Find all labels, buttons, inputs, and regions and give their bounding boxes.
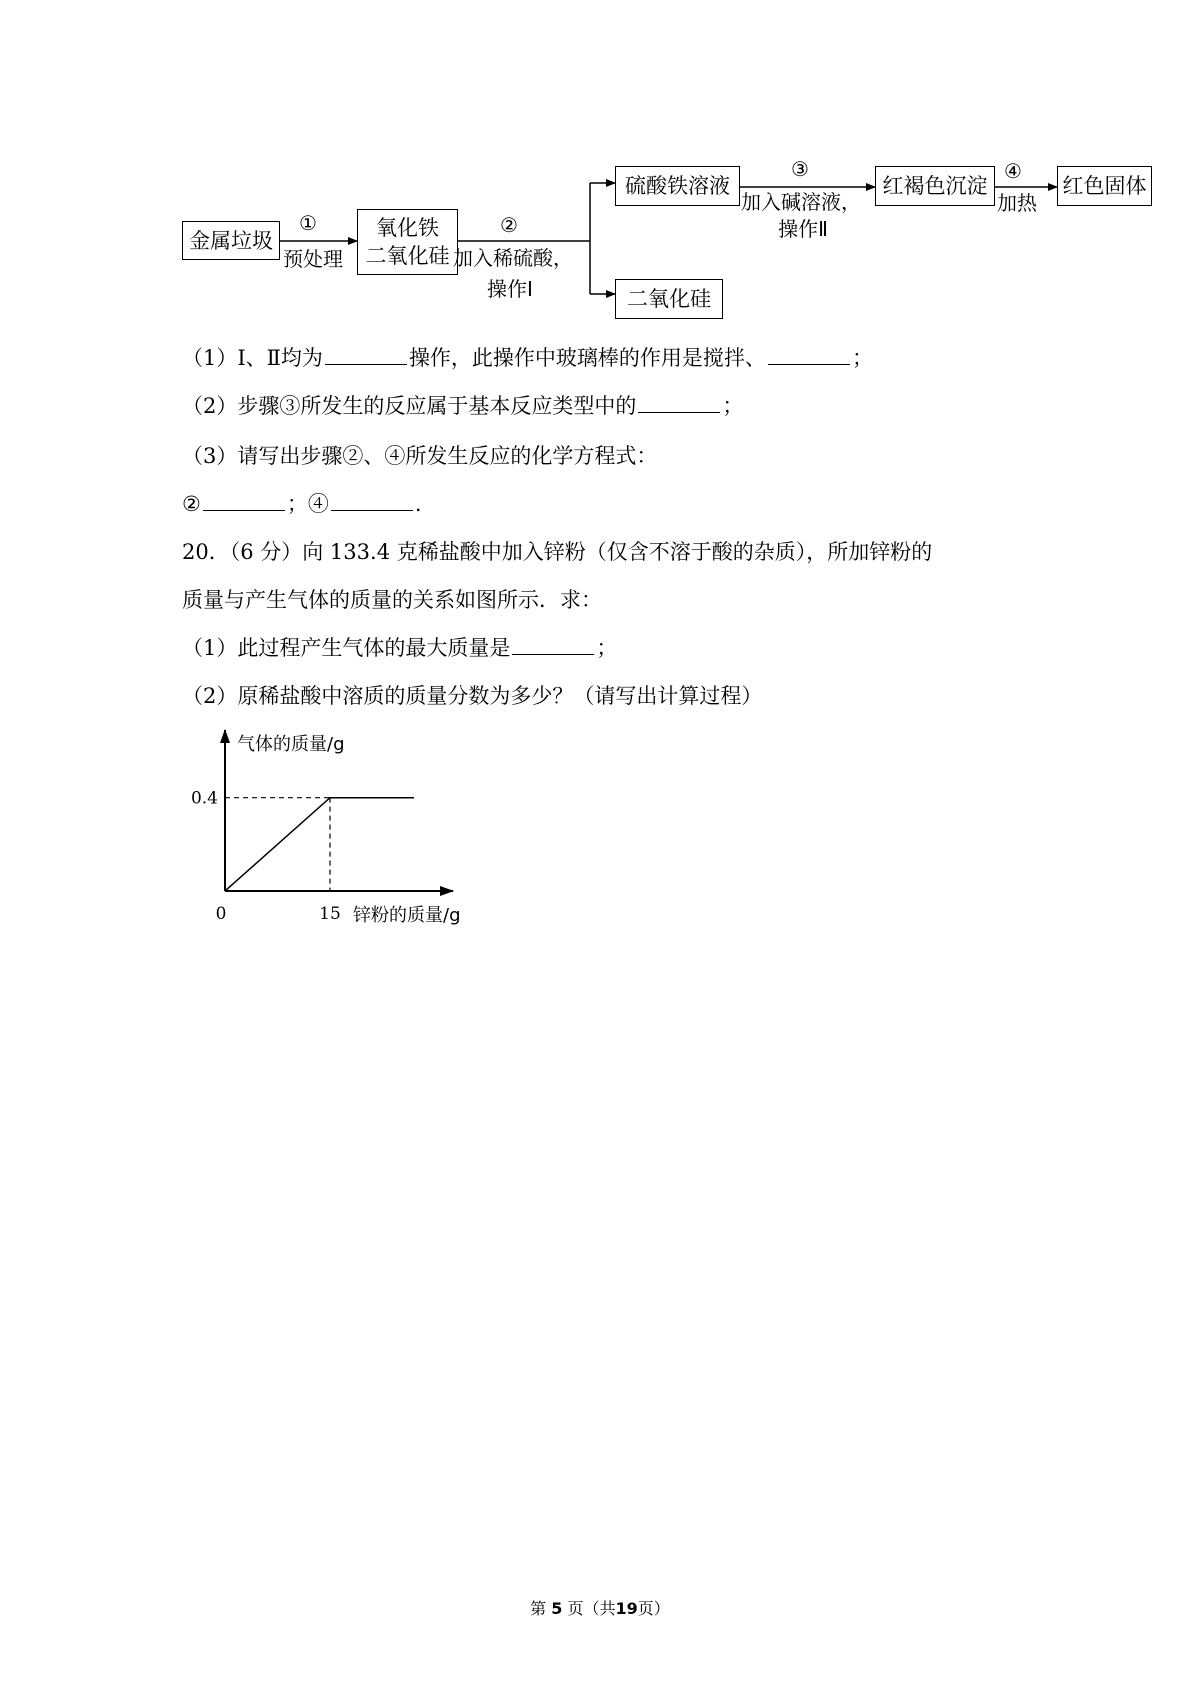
q20-part-1-prefix: （1）此过程产生气体的最大质量是 xyxy=(182,636,511,660)
answer-blank[interactable] xyxy=(331,490,413,511)
q19-part-2-suffix: ； xyxy=(722,394,744,418)
footer-page-number: 5 xyxy=(551,1599,563,1618)
step-2-label-line2: 操作Ⅰ xyxy=(487,277,533,301)
answer-blank[interactable] xyxy=(638,392,720,413)
q19-part-2-prefix: （2）步骤③所发生的反应属于基本反应类型中的 xyxy=(182,394,637,418)
q20-part-1 xyxy=(182,633,617,663)
box-silica-label: 二氧化硅 xyxy=(365,244,450,268)
step-1-label: 预处理 xyxy=(283,247,343,271)
gas-mass-series-line xyxy=(225,798,414,891)
footer-total-pages: 19 xyxy=(615,1599,638,1618)
y-axis-label: 气体的质量/g xyxy=(237,734,345,755)
footer-prefix: 第 xyxy=(530,1599,547,1618)
q20-stem-text-2: 质量与产生气体的质量的关系如图所示．求： xyxy=(182,588,602,612)
box-red-solid-label: 红色固体 xyxy=(1062,174,1147,198)
q19-answer-2-mark: ② xyxy=(182,492,201,516)
box-iron-oxide-label: 氧化铁 xyxy=(376,216,439,240)
q20-stem-line-1 xyxy=(182,537,932,567)
box-red-brown-precipitate xyxy=(875,166,995,206)
box-red-solid xyxy=(1057,166,1152,206)
box-iron-oxide-silica xyxy=(357,209,458,275)
q19-part-1 xyxy=(182,343,873,373)
step-4-label: 加热 xyxy=(997,191,1037,215)
footer-middle: 页（共 xyxy=(567,1599,616,1618)
footer-suffix: 页） xyxy=(637,1599,670,1618)
box-silica-output-label: 二氧化硅 xyxy=(627,287,711,311)
q19-part-3-answers xyxy=(182,489,422,519)
q20-part-2-text: （2）原稀盐酸中溶质的质量分数为多少？（请写出计算过程） xyxy=(182,684,763,708)
step-3-label-line1: 加入碱溶液， xyxy=(741,190,861,214)
step-3-mark: ③ xyxy=(791,157,809,181)
q20-part-1-suffix: ； xyxy=(596,636,618,660)
box-red-brown-precipitate-label: 红褐色沉淀 xyxy=(882,174,988,198)
q19-part-3-text: （3）请写出步骤②、④所发生反应的化学方程式： xyxy=(182,444,658,468)
q19-part-1-middle: 操作，此操作中玻璃棒的作用是搅拌、 xyxy=(408,346,766,370)
box-iron-sulfate-label: 硫酸铁溶液 xyxy=(625,174,730,198)
answer-blank[interactable] xyxy=(768,344,850,365)
box-metal-waste xyxy=(182,221,280,260)
q20-stem-text-1: 20．（6 分）向 133.4 克稀盐酸中加入锌粉（仅含不溶于酸的杂质），所加锌粉的 xyxy=(182,540,933,564)
box-iron-sulfate xyxy=(615,166,740,206)
answer-blank[interactable] xyxy=(325,344,407,365)
answer-blank[interactable] xyxy=(203,490,285,511)
q19-part-1-suffix: ； xyxy=(851,346,873,370)
x-axis-label: 锌粉的质量/g xyxy=(353,905,461,925)
gas-mass-chart xyxy=(185,720,485,925)
step-1-mark: ① xyxy=(299,211,317,235)
x-tick-label: 15 xyxy=(319,904,341,924)
q20-part-2 xyxy=(182,681,762,711)
step-2-label-line1: 加入稀硫酸， xyxy=(453,246,573,270)
box-metal-waste-label: 金属垃圾 xyxy=(189,228,273,253)
q19-answer-4-mark: ；④ xyxy=(286,492,329,516)
origin-label: 0 xyxy=(215,904,227,924)
step-2-mark: ② xyxy=(500,213,518,237)
q19-part-2 xyxy=(182,391,743,421)
q19-part-3 xyxy=(182,441,657,471)
step-4-mark: ④ xyxy=(1004,159,1022,183)
page-footer xyxy=(0,1598,1200,1620)
y-tick-label: 0.4 xyxy=(190,788,218,809)
q19-part-1-prefix: （1）Ⅰ、Ⅱ均为 xyxy=(182,346,323,370)
q20-stem-line-2 xyxy=(182,585,602,615)
box-silica xyxy=(615,279,723,319)
answer-blank[interactable] xyxy=(512,634,594,655)
q19-answer-end: . xyxy=(414,492,422,516)
step-3-label-line2: 操作Ⅱ xyxy=(778,217,828,241)
